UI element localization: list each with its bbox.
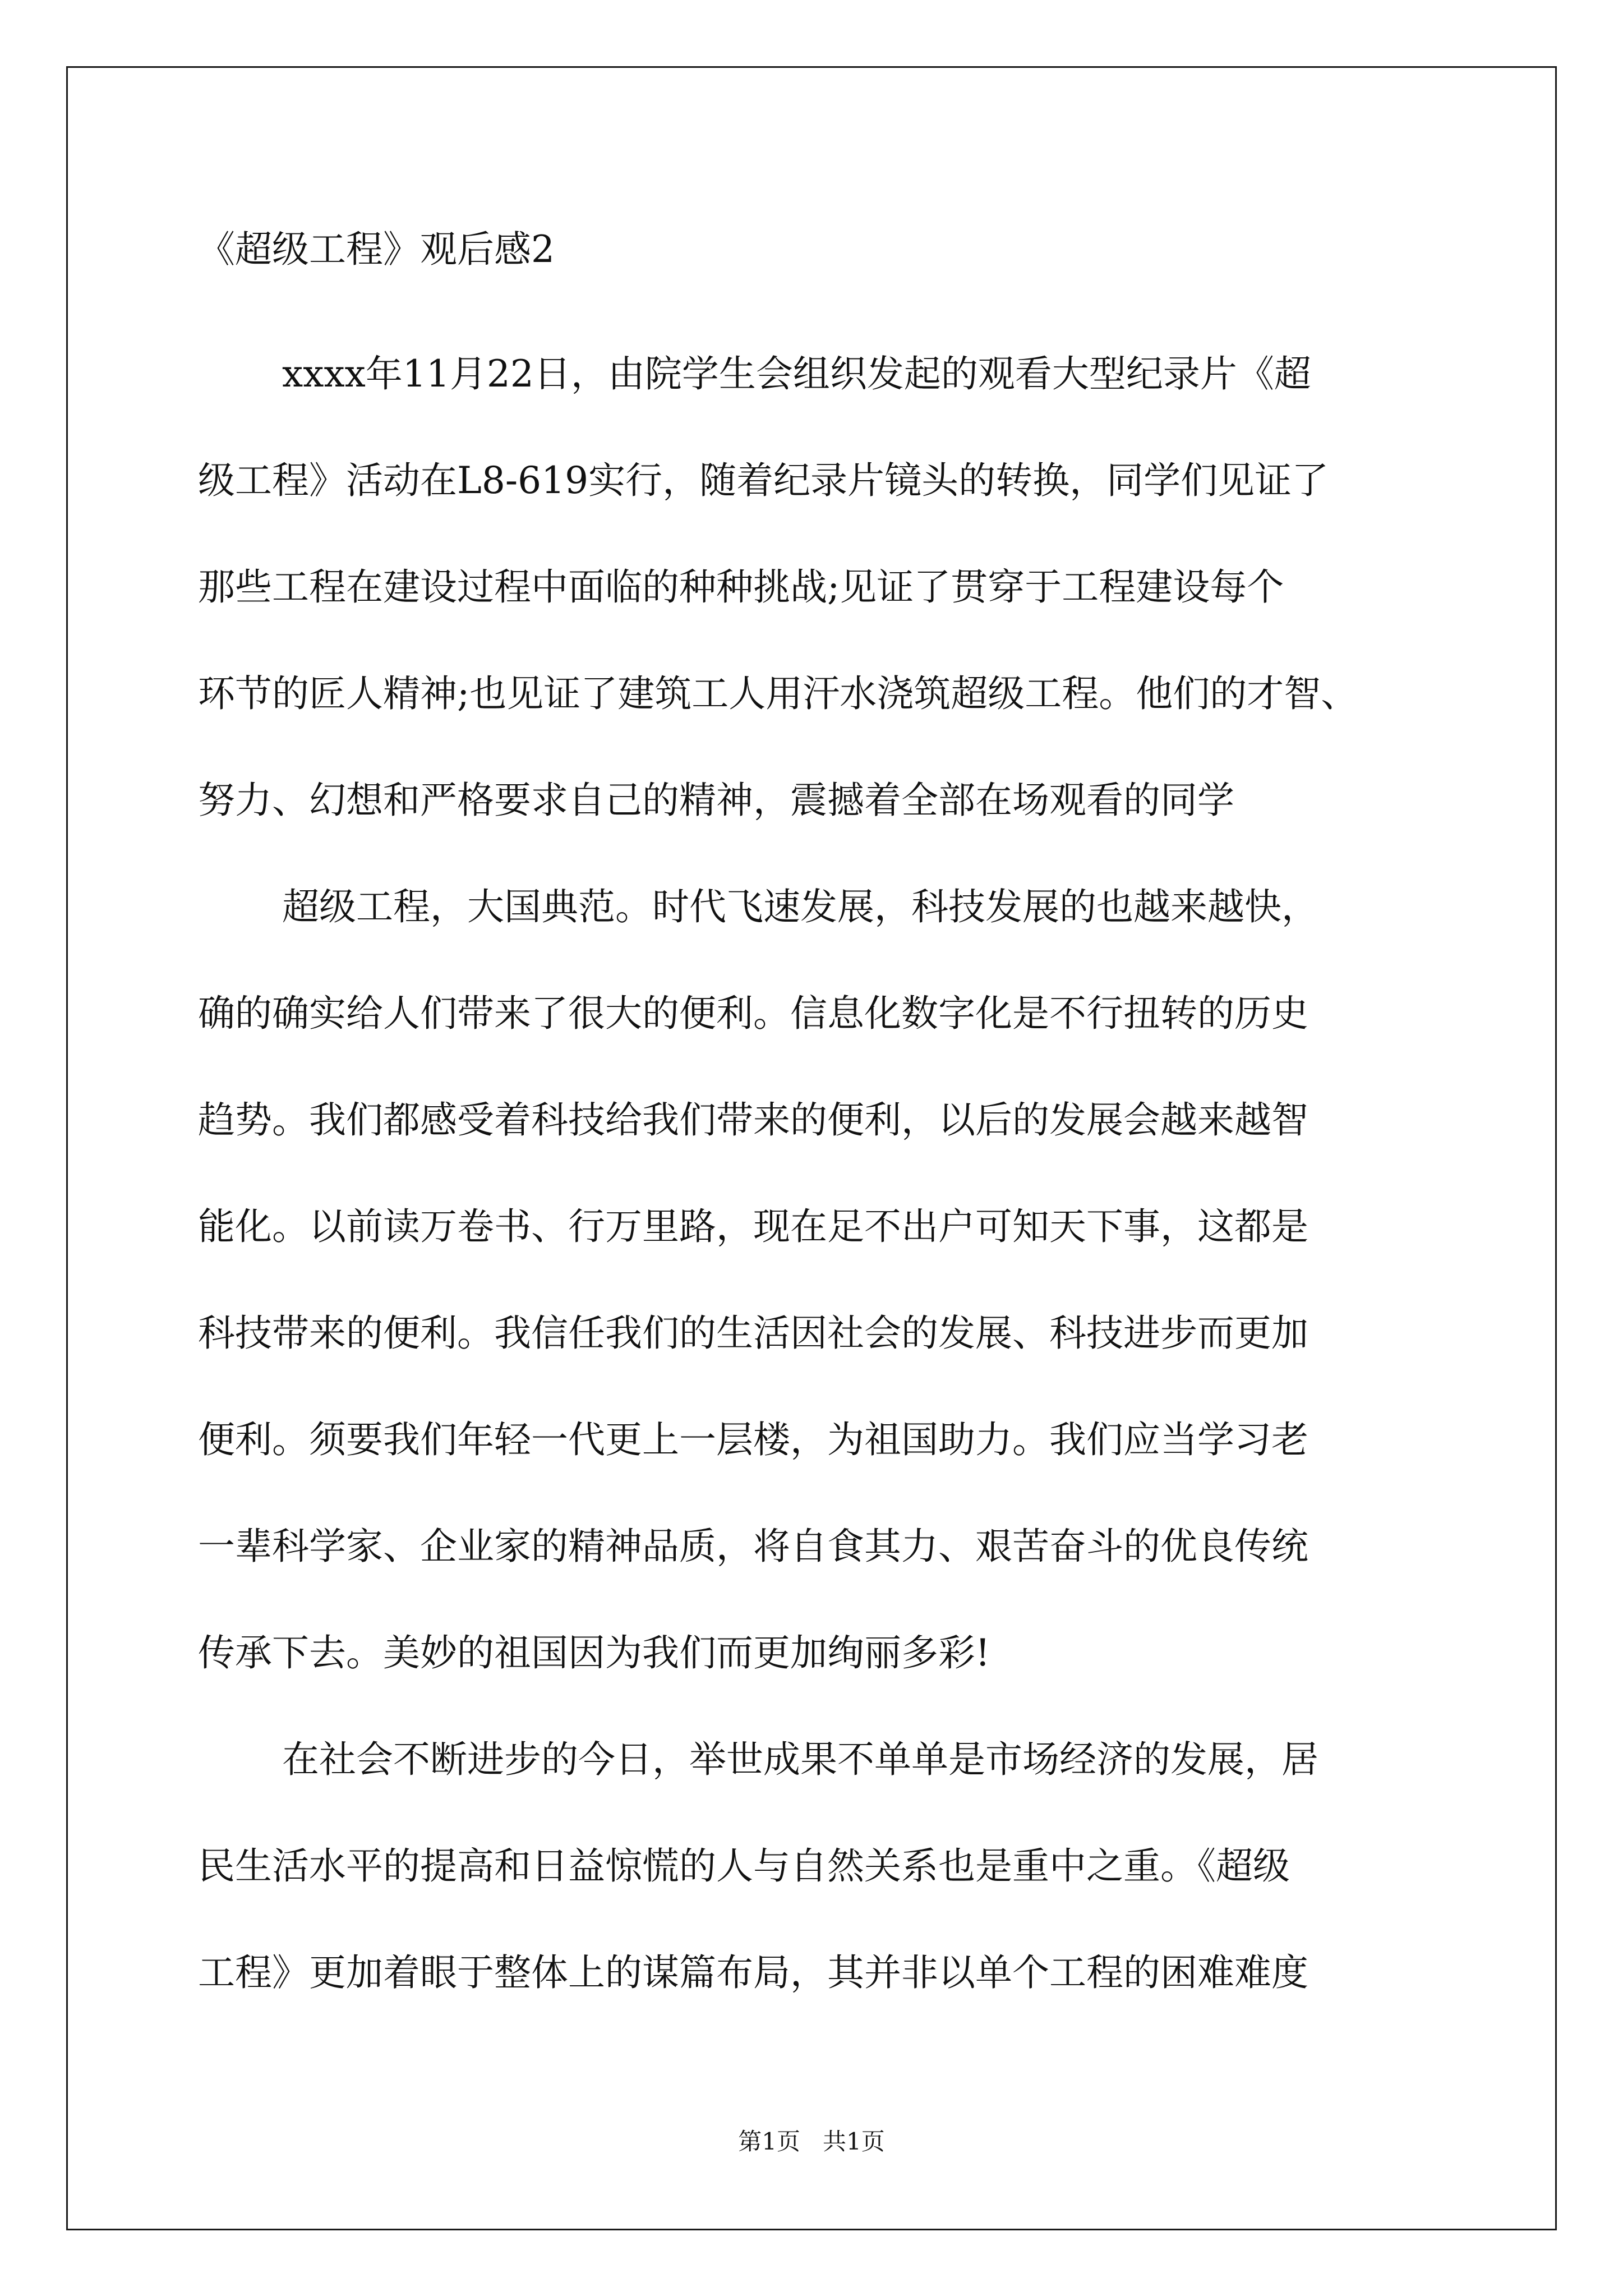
paragraph-line: 环节的匠人精神;也见证了建筑工人用汗水浇筑超级工程。他们的才智、 bbox=[198, 672, 1358, 715]
paragraph-line: 确的确实给人们带来了很大的便利。信息化数字化是不行扭转的历史 bbox=[198, 992, 1308, 1035]
paragraph-1 bbox=[198, 321, 1432, 854]
paragraph-line: 民生活水平的提高和日益惊慌的人与自然关系也是重中之重。《超级 bbox=[198, 1844, 1290, 1888]
paragraph-line: xxxx年11月22日，由院学生会组织发起的观看大型纪录片《超 bbox=[282, 352, 1311, 395]
paragraph-line: 超级工程，大国典范。时代飞速发展，科技发展的也越来越快， bbox=[282, 885, 1318, 928]
paragraph-line: 在社会不断进步的今日，举世成果不单单是市场经济的发展，居 bbox=[282, 1738, 1318, 1781]
paragraph-line: 那些工程在建设过程中面临的种种挑战;见证了贯穿于工程建设每个 bbox=[198, 565, 1284, 609]
paragraph-line: 努力、幻想和严格要求自己的精神，震撼着全部在场观看的同学 bbox=[198, 779, 1234, 822]
paragraph-line: 一辈科学家、企业家的精神品质，将自食其力、艰苦奋斗的优良传统 bbox=[198, 1525, 1308, 1568]
paragraph-line: 趋势。我们都感受着科技给我们带来的便利，以后的发展会越来越智 bbox=[198, 1098, 1308, 1142]
paragraph-line: 级工程》活动在L8-619实行，随着纪录片镜头的转换，同学们见证了 bbox=[198, 459, 1329, 502]
paragraph-line: 便利。须要我们年轻一代更上一层楼，为祖国助力。我们应当学习老 bbox=[198, 1418, 1308, 1461]
document-title: 《超级工程》观后感2 bbox=[198, 228, 555, 271]
paragraph-2 bbox=[198, 854, 1432, 1706]
paragraph-line: 能化。以前读万卷书、行万里路，现在足不出户可知天下事，这都是 bbox=[198, 1205, 1308, 1248]
paragraph-line: 科技带来的便利。我信任我们的生活因社会的发展、科技进步而更加 bbox=[198, 1312, 1308, 1355]
paragraph-3 bbox=[198, 1706, 1432, 2026]
paragraph-line: 工程》更加着眼于整体上的谋篇布局，其并非以单个工程的困难难度 bbox=[198, 1951, 1308, 1994]
page-footer: 第1页 共1页 bbox=[738, 2128, 885, 2155]
paragraph-line: 传承下去。美妙的祖国因为我们而更加绚丽多彩! bbox=[198, 1631, 990, 1674]
